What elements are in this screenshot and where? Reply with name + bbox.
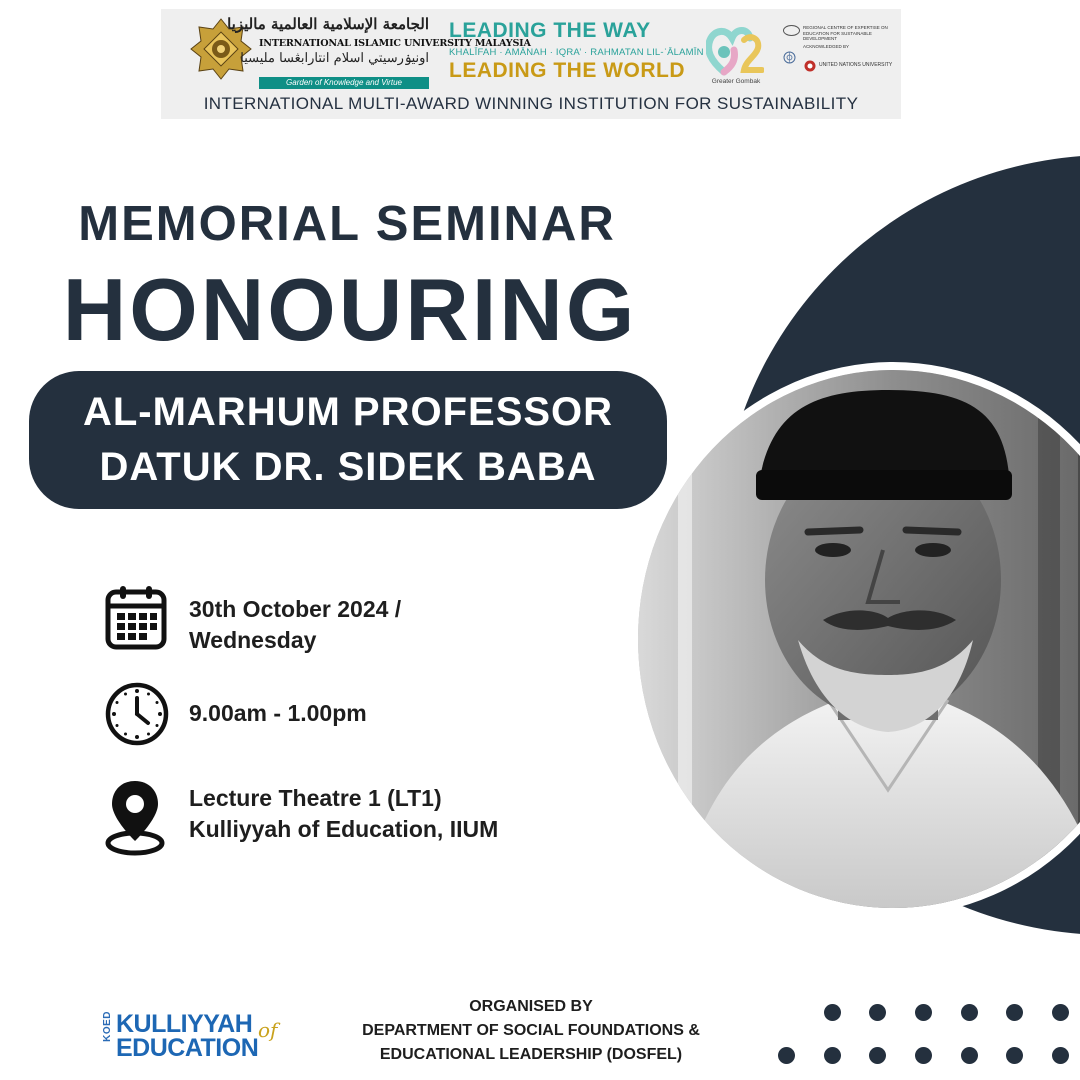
rce-text: REGIONAL CENTRE OF EXPERTISE ON EDUCATION FOR SUSTAINABLE DEVELOPMENT [803, 25, 888, 41]
unu-text: UNITED NATIONS UNIVERSITY [819, 62, 893, 68]
honoree-name-pill [29, 371, 667, 509]
iium-english-name: INTERNATIONAL ISLAMIC UNIVERSITY MALAYSIA [259, 38, 531, 49]
venue-line-2: Kulliyyah of Education, IIUM [189, 816, 499, 842]
speaker-portrait [630, 362, 1080, 916]
leading-the-world-text: LEADING THE WORLD [449, 59, 685, 82]
decorative-dot [961, 1004, 978, 1021]
event-date-line-1: 30th October 2024 / [189, 596, 402, 622]
decorative-dot [1006, 1004, 1023, 1021]
honoree-name-line-1: AL-MARHUM PROFESSOR [82, 390, 614, 434]
event-time: 9.00am - 1.00pm [189, 700, 367, 726]
title-memorial-seminar: MEMORIAL SEMINAR [78, 197, 616, 251]
event-date [189, 594, 401, 656]
leading-the-way-text: LEADING THE WAY [449, 19, 651, 42]
un-emblem-icon [783, 51, 796, 64]
decorative-dot [824, 1004, 841, 1021]
iium-jawi-name: اونيۏرسيتي اسلام انتارابڠسا مليسيا [240, 51, 429, 66]
decorative-dot [961, 1047, 978, 1064]
organised-by-label: ORGANISED BY [469, 998, 593, 1015]
decorative-dot [915, 1047, 932, 1064]
portrait-image [638, 370, 1080, 908]
organiser-dept-line-2: EDUCATIONAL LEADERSHIP (DOSFEL) [379, 1046, 683, 1063]
location-pin-icon [104, 777, 166, 857]
clock-icon [104, 681, 170, 747]
banner-tagline: INTERNATIONAL MULTI-AWARD WINNING INSTITUTION FOR SUSTAINABILITY [203, 94, 859, 113]
event-venue [189, 783, 498, 845]
decorative-dot [1006, 1047, 1023, 1064]
event-weekday: Wednesday [189, 627, 317, 653]
greater-gombak-heart-icon [706, 26, 764, 76]
iium-arabic-name: الجامعة الإسلامية العالمية ماليزيا [227, 15, 429, 33]
organiser-dept-line-1: DEPARTMENT OF SOCIAL FOUNDATIONS & [362, 1022, 700, 1039]
decorative-dot [824, 1047, 841, 1064]
koed-logo-of: of [258, 1018, 278, 1042]
koed-logo-education: EDUCATION [116, 1034, 259, 1062]
venue-line-1: Lecture Theatre 1 (LT1) [189, 785, 442, 811]
decorative-dot [869, 1047, 886, 1064]
decorative-dot [778, 1047, 795, 1064]
calendar-icon [105, 584, 167, 650]
decorative-dot [915, 1004, 932, 1021]
koed-vertical-label: KOED [102, 1011, 113, 1042]
rce-logo-icon [783, 25, 800, 36]
header-banner [161, 9, 901, 119]
iium-tagline: Garden of Knowledge and Virtue [259, 77, 429, 89]
decorative-dot [869, 1004, 886, 1021]
core-values-text: KHALĪFAH · AMĀNAH · IQRA’ · RAHMATAN LIL-ʿĀLAMĪN [449, 47, 704, 58]
honoree-name-line-2: DATUK DR. SIDEK BABA [99, 445, 597, 489]
decorative-dot [1052, 1004, 1069, 1021]
unu-logo-icon [804, 60, 816, 72]
koed-logo-kulliyyah: KULLIYYAH [116, 1010, 253, 1038]
acknowledged-by-text: ACKNOWLEDGED BY [803, 44, 850, 49]
title-honouring: HONOURING [62, 260, 638, 359]
decorative-dot [1052, 1047, 1069, 1064]
greater-gombak-label: Greater Gombak [711, 78, 761, 85]
